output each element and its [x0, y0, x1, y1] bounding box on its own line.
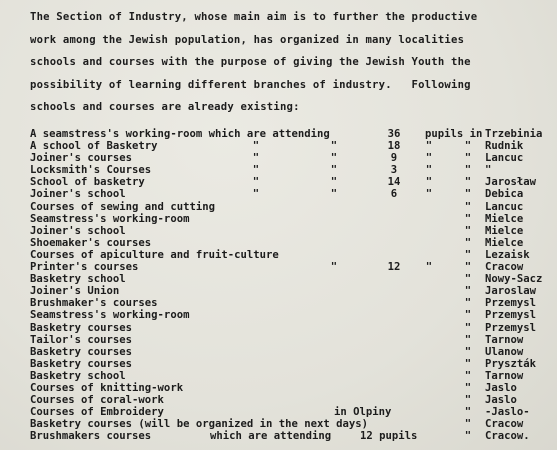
course-name: Courses of coral-work	[30, 394, 164, 407]
list-row	[30, 309, 557, 321]
ditto-mark: "	[330, 140, 338, 153]
list-row	[30, 201, 557, 213]
locality-name: Mielce	[485, 212, 524, 225]
course-name: Basketry courses	[30, 357, 133, 370]
course-name: A seamstress's working-room which are attending	[30, 128, 330, 140]
locality-name: Przemysl	[485, 309, 537, 322]
course-name: Courses of Embroidery	[30, 406, 164, 419]
list-row	[30, 152, 557, 164]
list-row	[30, 249, 557, 261]
course-name: School of basketry	[30, 176, 145, 189]
ditto-mark: "	[464, 273, 472, 286]
locality-name: Lancuc	[485, 200, 524, 213]
locality-name: Jaslo	[485, 394, 517, 407]
locality-name: Rudnik	[485, 140, 524, 153]
list-row	[30, 237, 557, 249]
ditto-mark: "	[425, 140, 433, 153]
locality-name: Mielce	[485, 236, 524, 249]
course-name: Seamstress's working-room	[30, 212, 190, 225]
ditto-mark: "	[464, 321, 472, 334]
list-row	[30, 430, 557, 442]
locality-name: Jaroslaw	[485, 285, 537, 298]
ditto-mark: "	[464, 285, 472, 298]
intro-line: The Section of Industry, whose main aim is to further the productive	[30, 11, 478, 23]
list-row	[30, 406, 557, 418]
locality-name: Przemysl	[485, 297, 537, 310]
locality-name: Ulanow	[485, 345, 524, 358]
ditto-mark: "	[464, 212, 472, 225]
course-name: Joiner's Union	[30, 285, 120, 298]
course-name: Brushmakers courses	[30, 430, 152, 443]
ditto-mark: "	[464, 140, 472, 153]
pupil-count: 6	[390, 188, 398, 201]
ditto-mark: "	[464, 381, 472, 394]
ditto-mark: "	[464, 164, 472, 177]
course-name: A school of Basketry	[30, 140, 158, 153]
list-row	[30, 346, 557, 358]
pupil-count-note: 12 pupils	[360, 430, 418, 443]
ditto-mark: "	[425, 164, 433, 177]
list-row	[30, 382, 557, 394]
locality-name: Debica	[485, 188, 524, 201]
list-row	[30, 140, 557, 152]
intro-paragraph	[30, 6, 550, 119]
ditto-mark: "	[252, 188, 260, 201]
course-name: Seamstress's working-room	[30, 309, 190, 322]
locality-name: Cracow.	[485, 430, 530, 443]
ditto-mark: "	[425, 152, 433, 165]
locality-name: Jaslo	[485, 381, 517, 394]
course-name: Basketry courses	[30, 321, 133, 334]
intro-line: schools and courses are already existing:	[30, 101, 300, 113]
list-row	[30, 394, 557, 406]
course-name: Shoemaker's courses	[30, 236, 152, 249]
ditto-mark: "	[464, 176, 472, 189]
locality-name: Lancuc	[485, 152, 524, 165]
list-row	[30, 176, 557, 188]
locality-name: Nowy-Sacz	[485, 273, 543, 286]
course-name: Basketry courses	[30, 345, 133, 358]
list-row	[30, 418, 557, 430]
list-row	[30, 225, 557, 237]
pupil-count: 14	[387, 176, 401, 189]
intro-line: possibility of learning different branches of industry. Following	[30, 78, 471, 91]
course-name: Courses of apiculture and fruit-culture	[30, 248, 279, 261]
course-name: Printer's courses	[30, 261, 139, 274]
course-name: Joiner's school	[30, 224, 126, 237]
list-row	[30, 370, 557, 382]
locality-name: Cracow	[485, 261, 524, 274]
locality-name: Tarnow	[485, 369, 524, 382]
ditto-mark: "	[425, 176, 433, 189]
course-name: Courses of knitting-work	[30, 381, 184, 394]
ditto-mark: "	[464, 224, 472, 237]
ditto-mark: "	[464, 297, 472, 310]
pupil-count: 18	[387, 140, 401, 153]
locality-name: Przemysl	[485, 321, 537, 334]
locality-name: Lezaisk	[485, 248, 530, 261]
ditto-mark: "	[252, 140, 260, 153]
ditto-mark: "	[330, 164, 338, 177]
list-row	[30, 213, 557, 225]
list-row	[30, 261, 557, 273]
location-note: in Olpiny	[334, 406, 392, 419]
ditto-mark: "	[464, 261, 472, 274]
ditto-mark: "	[464, 394, 472, 407]
ditto-mark: "	[464, 309, 472, 322]
course-name: Basketry courses (will be organized in the next days)	[30, 418, 369, 431]
intro-line: work among the Jewish population, has organized in many localities	[30, 33, 465, 46]
pupil-count: 9	[390, 152, 398, 165]
course-name: Basketry school	[30, 369, 126, 382]
ditto-mark: "	[330, 188, 338, 201]
ditto-mark: "	[464, 369, 472, 382]
ditto-mark: "	[464, 406, 472, 419]
pupil-count: 12	[387, 261, 401, 274]
list-row	[30, 285, 557, 297]
ditto-mark: "	[464, 248, 472, 261]
list-row	[30, 164, 557, 176]
course-name: Joiner's school	[30, 188, 126, 201]
list-row	[30, 188, 557, 200]
ditto-mark: "	[252, 164, 260, 177]
ditto-mark: "	[425, 188, 433, 201]
intro-line: schools and courses with the purpose of giving the Jewish Youth the	[30, 56, 471, 68]
ditto-mark: "	[464, 200, 472, 213]
ditto-mark: "	[330, 176, 338, 189]
list-row	[30, 128, 557, 140]
ditto-mark: "	[425, 261, 433, 274]
pupil-count: 3	[390, 164, 398, 177]
list-row	[30, 358, 557, 370]
locality-name: Jarosław	[485, 176, 537, 189]
ditto-mark: "	[464, 152, 472, 165]
ditto-mark: "	[464, 188, 472, 201]
locality-name: Cracow	[485, 418, 524, 431]
attending-note: which are attending	[210, 430, 332, 443]
ditto-mark: "	[464, 333, 472, 346]
locality-name: Tarnow	[485, 333, 524, 346]
course-name: Basketry school	[30, 273, 126, 286]
course-name: Courses of sewing and cutting	[30, 200, 215, 213]
ditto-mark: "	[464, 430, 472, 443]
ditto-mark: "	[330, 152, 338, 165]
ditto-mark: "	[464, 357, 472, 370]
locality-name: Mielce	[485, 224, 524, 237]
schools-list	[30, 128, 557, 442]
ditto-mark: "	[464, 418, 472, 431]
pupil-count: 36	[387, 128, 401, 140]
locality-name: "	[485, 164, 492, 177]
ditto-mark: "	[330, 261, 338, 274]
course-name: Tailor's courses	[30, 333, 133, 346]
list-row	[30, 322, 557, 334]
locality-name: Trzebinia	[485, 128, 543, 140]
list-row	[30, 273, 557, 285]
locality-name: Pryszták	[485, 357, 537, 370]
course-name: Joiner's courses	[30, 152, 133, 165]
ditto-mark: "	[464, 345, 472, 358]
ditto-mark: "	[252, 152, 260, 165]
list-row	[30, 297, 557, 309]
ditto-mark: "	[252, 176, 260, 189]
locality-name: -Jaslo-	[485, 406, 530, 419]
ditto-mark: pupils in	[425, 128, 483, 140]
course-name: Brushmaker's courses	[30, 297, 158, 310]
course-name: Locksmith's Courses	[30, 164, 152, 177]
list-row	[30, 334, 557, 346]
ditto-mark: "	[464, 236, 472, 249]
